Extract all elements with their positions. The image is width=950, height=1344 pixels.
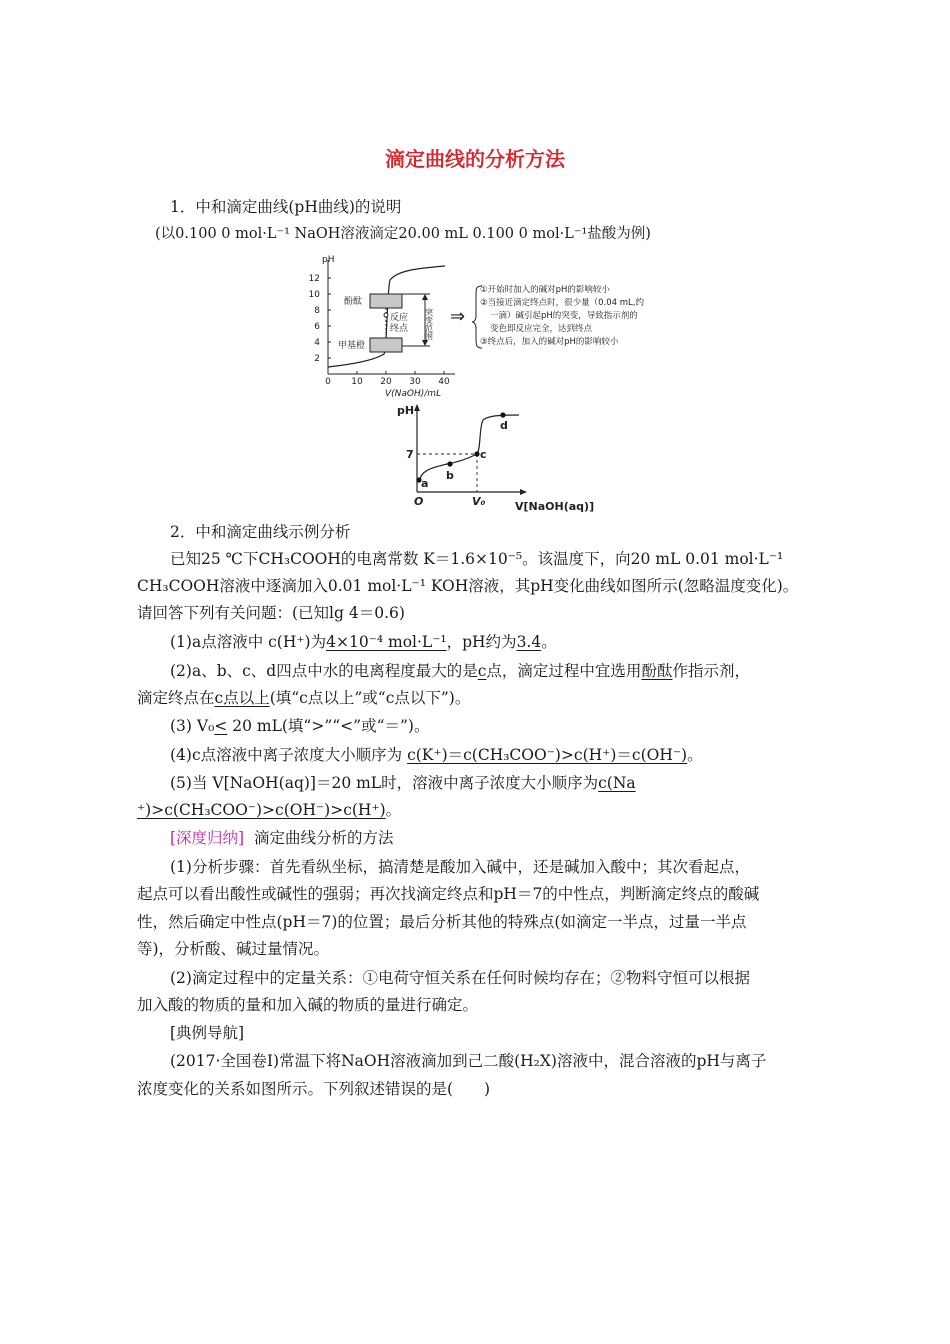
note-line: ③终点后，加入的碱对pH的影响较小 — [480, 337, 619, 347]
y-tick: 4 — [314, 338, 320, 348]
point-d — [500, 412, 505, 417]
section2-heading: 2．中和滴定曲线示例分析 — [170, 523, 351, 541]
y-axis-label: pH — [397, 404, 415, 417]
note-line: 一滴）碱引起pH的突变，导致指示剂的 — [490, 311, 638, 321]
titration-curve-figure — [300, 250, 680, 400]
x-tick: 20 — [380, 377, 392, 387]
methyl-orange-range-box — [370, 338, 402, 352]
summary-heading: [深度归纳] 滴定曲线分析的方法 — [170, 829, 394, 847]
note-line: 变色即反应完全，达到终点 — [490, 324, 593, 334]
point-d-label: d — [500, 419, 508, 432]
phenolphthalein-label: 酚酞 — [344, 297, 363, 307]
implies-arrow: ⇒ — [450, 306, 466, 327]
paragraph-line: 浓度变化的关系如图所示。下列叙述错误的是( ) — [137, 1080, 491, 1098]
question-5-cont: ⁺)>c(CH₃COO⁻)>c(OH⁻)>c(H⁺)。 — [137, 801, 402, 819]
paragraph-line: (2)滴定过程中的定量关系：①电荷守恒关系在任何时候均存在；②物料守恒可以根据 — [170, 969, 750, 987]
paragraph-line: 请回答下列有关问题：(已知lg 4＝0.6) — [137, 604, 405, 622]
paragraph-line: 已知25 ℃下CH₃COOH的电离常数 K＝1.6×10⁻⁵。该温度下，向20 mL 0.01 mol·L⁻¹ — [170, 550, 784, 568]
question-3: (3) V₀< 20 mL(填“>”“<”或“＝”)。 — [170, 717, 430, 735]
x-tick: 0 — [325, 377, 331, 387]
origin-label: O — [414, 495, 424, 508]
paragraph-line: 起点可以看出酸性或碱性的强弱；再次找滴定终点和pH＝7的中性点，判断滴定终点的酸碱 — [137, 885, 760, 903]
question-1: (1)a点溶液中 c(H⁺)为4×10⁻⁴ mol·L⁻¹，pH约为3.4。 — [170, 633, 557, 651]
question-2: (2)a、b、c、d四点中水的电离程度最大的是c点，滴定过程中宜选用酚酞作指示剂， — [170, 662, 750, 680]
y-axis-label: pH — [322, 255, 335, 265]
question-4: (4)c点溶液中离子浓度大小顺序为 c(K⁺)＝c(CH₃COO⁻)>c(H⁺)＝c(OH⁻)。 — [170, 746, 703, 764]
x-tick: 10 — [351, 377, 363, 387]
summary-tag: [深度归纳] — [170, 829, 245, 847]
example-tag: [典例导航] — [170, 1024, 245, 1042]
paragraph-line: 性，然后确定中性点(pH＝7)的位置；最后分析其他的特殊点(如滴定一半点，过量一半点 — [137, 913, 747, 931]
y-tick: 12 — [308, 274, 320, 284]
y-tick: 10 — [308, 290, 320, 300]
point-c — [474, 451, 479, 456]
x-tick: 30 — [409, 377, 421, 387]
methyl-orange-label: 甲基橙 — [338, 341, 366, 351]
paragraph-line: (1)分析步骤：首先看纵坐标，搞清楚是酸加入碱中，还是碱加入酸中；其次看起点， — [170, 858, 750, 876]
jump-range-label: 突变范围 — [424, 308, 434, 340]
section1-heading: 1．中和滴定曲线(pH曲线)的说明 — [170, 198, 402, 216]
y-tick: 2 — [314, 354, 320, 364]
endpoint-label: 终点 — [390, 324, 409, 334]
y-tick: 6 — [314, 322, 320, 332]
question-2-cont: 滴定终点在c点以上(填“c点以上”或“c点以下”)。 — [137, 689, 471, 707]
x-axis-label: V[NaOH(aq)] — [515, 500, 595, 513]
question-5: (5)当 V[NaOH(aq)]＝20 mL时，溶液中离子浓度大小顺序为c(Na — [170, 774, 636, 792]
paragraph-line: CH₃COOH溶液中逐滴加入0.01 mol·L⁻¹ KOH溶液，其pH变化曲线如图所示(忽略温度变化)。 — [137, 577, 799, 595]
paragraph-line: 加入酸的物质的量和加入碱的物质的量进行确定。 — [137, 996, 479, 1014]
x-axis-label: V(NaOH)/mL — [385, 389, 442, 399]
section1-subtitle: (以0.100 0 mol·L⁻¹ NaOH溶液滴定20.00 mL 0.100 0 mol·L⁻¹盐酸为例) — [155, 226, 651, 242]
note-line: ①开始时加入的碱对pH的影响较小 — [480, 285, 610, 295]
note-line: ②当接近滴定终点时，很少量（0.04 mL,约 — [480, 298, 644, 308]
x-tick: 40 — [438, 377, 450, 387]
y-tick: 8 — [314, 306, 320, 316]
point-b-label: b — [446, 469, 454, 482]
endpoint-label: 反应 — [390, 313, 409, 323]
paragraph-line: (2017·全国卷Ⅰ)常温下将NaOH溶液滴加到己二酸(H₂X)溶液中，混合溶液的pH与离子 — [170, 1052, 767, 1070]
paragraph-line: 等)，分析酸、碱过量情况。 — [137, 940, 330, 958]
page-title: 滴定曲线的分析方法 — [385, 147, 565, 171]
point-a-label: a — [421, 477, 429, 490]
example-titration-figure — [395, 398, 595, 513]
v0-label: V₀ — [472, 495, 486, 508]
y-tick-7: 7 — [406, 448, 414, 461]
point-c-label: c — [480, 448, 487, 461]
point-b — [447, 461, 452, 466]
phenolphthalein-range-box — [370, 294, 402, 308]
